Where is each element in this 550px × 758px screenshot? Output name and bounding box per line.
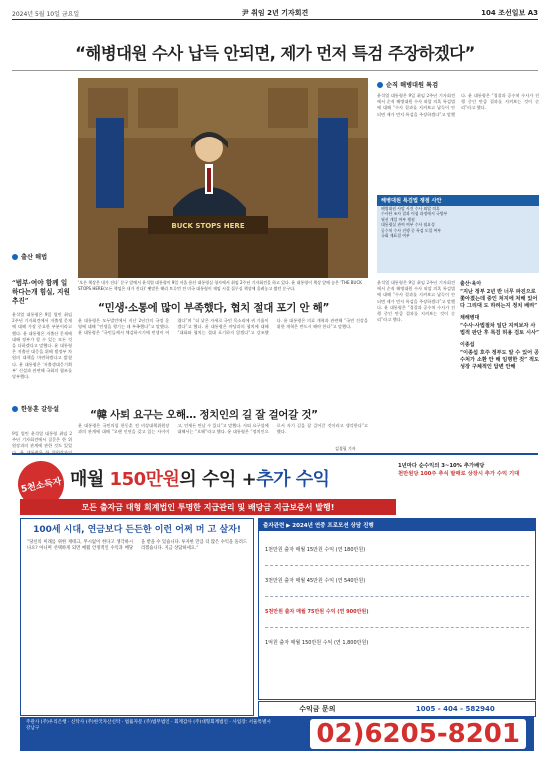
ad-contact-bar xyxy=(20,717,534,751)
sidebar-row: 대통령실 관여 여부 수사 필요성 xyxy=(381,222,435,228)
ad-left-title: 100세 시대, 연금보다 든든한 이런 어쩌 머 고 살자! xyxy=(21,519,253,536)
ad-right-box xyxy=(258,518,536,700)
section-birth-care: 출산·육아 xyxy=(460,281,482,287)
quote-birth: “범부·여야 함께 일하다는개 힘실, 지원 추진” xyxy=(12,279,70,305)
main-headline: “해병대원 수사 납득 안되면, 제가 먼저 특검 주장하겠다” xyxy=(75,44,475,63)
issue-date: 2024년 5월 10일 금요일 xyxy=(12,11,80,18)
ad-row: 1억원 출자 매월 150만원 수익 (연 1,800만원) xyxy=(265,640,369,646)
ad-account-bar xyxy=(258,701,536,717)
sidebar-title: 해병대원 특검법 쟁점 사안 xyxy=(377,195,539,206)
ad-contact-text: 주관사 (주)우리은행 · 신탁사 (주)한국자산신탁 · 법률자문 (주)법무법인 · 회계감사 (주)대형회계법인 · 사업장: 서울특별시 강남구 xyxy=(26,720,271,731)
issue-sidebar xyxy=(377,195,539,273)
section-marine-special xyxy=(377,80,539,89)
left-column xyxy=(12,252,72,479)
ad-row: 3천만원 출자 매월 45만원 수익 (연 540만원) xyxy=(265,566,529,597)
sidebar-row: 해병대원 사망 사건 수사 외압 의혹 xyxy=(381,206,440,211)
section-lee: 이종섭 xyxy=(460,342,475,348)
sidebar-row: 수사단 조사 결과 이첩 과정에서 국방부 xyxy=(381,211,448,217)
photo-caption: ‘오른 책상은 내가 진다’ 문구 앞에서 윤석열 대통령이 9일 서울 용산 대통령실 청사에서 취임 2주년 기자회견을 하고 있다. 윤 대통령이 책상 앞에 놓은 ‘THE BUCK STOPS HERE(모든 책임은 내가 진다)’ 팻말은 해리 트루먼 전 미국 대통령이 재임 시절 집무실 책상에 올려놓고 썼던 문구다. xyxy=(78,280,362,291)
article-text-center2: 윤 대통령은 국민의힘 한동훈 전 비상대책위원장과의 관계에 대해 “오랜 인연을 갖고 있는 사이이고, 언제든 만날 수 있다”고 말했다. 사퇴 요구설에 대해서는 “오해”라고 했다. 윤 대통령은 “정치인으로서 자기 길을 잘 걸어갈 것이라고 생각한다”고 했다. xyxy=(78,423,368,435)
quote-c: “이종섭 호주 정부도 알 수 있어 공수처가 소환 안 해 임명한 것” 적도 성장 구체적인 답변 안해 xyxy=(460,350,539,370)
ad-headline-part: 의 수익 + xyxy=(179,469,257,490)
quote-a: “지난 정부 2년 반 너무 파진으로 쫓아졌는데 중인 처지에 처해 있어 다 그리대 도 하려는지 정치 배려” xyxy=(460,289,538,309)
divider xyxy=(12,70,538,71)
bullet-icon xyxy=(12,406,18,412)
advertisement[interactable] xyxy=(12,453,538,755)
page-header xyxy=(12,6,538,20)
ad-left-text: “당신의 미래를 위한 재테크, 무시없이 한다고 생각하시나요? 아니며 선택하게 되면 매월 안정적인 수익과 배당을 받을 수 있습니다. 투자한 만큼 더 많은 수익을 돌려드리겠습니다. 지금 상담하세요.” xyxy=(27,540,247,552)
ad-side-info xyxy=(398,463,534,478)
article-text-right: 윤석열 대통령은 9일 취임 2주년 기자회견에서 순직 해병대원 수사 외압 의혹 특검법에 대해 “수사 결과를 지켜보고 납득이 안 되면 제가 먼저 특검을 주장하겠다”고 말했다. 윤 대통령은 “경찰과 공수처 수사가 진행 중인 만큼 결과를 지켜보는 것이 순리”라고 했다. xyxy=(377,280,455,323)
section-title: 尹 취임 2년 기자회견 xyxy=(241,9,309,17)
ad-amount: 150만원 xyxy=(109,469,180,490)
ad-row: 5천만원 출자 매월 75만원 수익 (연 900만원) xyxy=(265,597,529,628)
article-text-center: 윤 대통령은 모두발언에서 지난 2년간의 국정 운영에 대해 “민생을 챙기는 데 부족했다”고 말했다. 윤 대통령은 “국민들께서 체감하시기에 민생이 어렵다”며 “더 낮은 자세로 국민 목소리에 귀 기울이겠다”고 했다. 윤 대통령은 야당과의 협치에 대해 “대화와 협치는 절대 포기하지 않겠다”고 강조했다. 윤 대통령은 의료 개혁과 관련해 “국민 건강을 위한 개혁은 반드시 해야 한다”고 말했다. xyxy=(78,318,368,336)
ad-headline xyxy=(70,465,330,491)
ad-left-box xyxy=(20,518,254,716)
subhead-livelihood: “민생·소통에 많이 부족했다, 협치 절대 포기 안 해” xyxy=(98,302,330,314)
section-label: 출산 해법 xyxy=(21,254,48,261)
section-label: 한동훈 갈등설 xyxy=(21,406,60,413)
sidebar-row: 윗선 개입 여부 쟁점 xyxy=(381,216,415,222)
ad-guarantee-bar: 모든 출자금 대형 회계법인 투명한 지급관리 및 배당금 지급보증서 발행! xyxy=(20,499,396,515)
quote-b: “수사·사법절차 일단 지켜보자 사법적 판단 후 특검 허용 검토 시사” xyxy=(460,323,539,336)
ad-side-line: 천만원당 100주 추식 발매로 상장시 추가 수익 기대 xyxy=(398,470,520,477)
article-text: 9일 열린 윤석열 대통령 취임 2주년 기자회견에서 질문은 한 위원장과의 관계에 관한 것도 있었 xyxy=(12,431,72,449)
ad-extra: 추가 수익 xyxy=(256,469,330,490)
article-text: 윤석열 대통령은 9일 열린 취임 2주년 기자회견에서 저출생 문제에 대해 가장 중요한 부분이라고 했다. 윤 대통령은 저출산 문제에 대해 정부가 할 수 있는 모든 것을 다하겠다고 말했다. 윤 대통령은 저출산 대응을 위해 범정부 차원의 대책을 마련하겠다고 밝혔다. 윤 대통령은 ‘저출생대응기획부’ 신설과 관련해 국회의 협조를 당부했다. xyxy=(12,312,72,380)
sidebar-row: 공수처 수사 진행 중 특검 도입 여부 xyxy=(381,227,442,233)
section-han-conflict xyxy=(12,404,72,413)
subhead-han: “韓 사퇴 요구는 오해… 정치인의 길 잘 걸어갈 것” xyxy=(90,409,318,421)
bullet-icon xyxy=(12,254,18,260)
right-column xyxy=(377,80,539,175)
article-text: 윤석열 대통령은 9일 취임 2주년 기자회견에서 순직 해병대원 수사 외압 의혹 특검법에 대해 “수사 결과를 지켜보고 납득이 안 되면 제가 먼저 특검을 주장하겠다”고 말했다. 윤 대통령은 “경찰과 공수처 수사가 진행 중인 만큼 결과를 지켜보는 것이 순리”라고 했다. xyxy=(377,93,539,117)
section-label: 순직 해병대원 특검 xyxy=(386,82,439,89)
ad-phone-number[interactable]: 02)6205-8201 xyxy=(310,719,526,749)
byline: 김경필 기자 xyxy=(335,446,356,451)
ad-side-line: 1년마다 순수익의 3~10% 추가배당 xyxy=(398,463,485,469)
section-birth xyxy=(12,252,72,261)
ad-right-header: 출자관련 ▶ 2024년 연중 프로모션 상담 진행 xyxy=(259,519,535,531)
ad-headline-part: 매월 xyxy=(70,469,110,490)
ad-account-number: 1005 - 404 - 582940 xyxy=(415,705,495,713)
ad-row: 1천만원 출자 매월 15만원 수익 (연 180만원) xyxy=(265,535,529,566)
page-number: 104 조선일보 A3 xyxy=(481,9,538,17)
ad-rows xyxy=(259,531,535,662)
ad-account-label: 수익금 문의 xyxy=(299,705,336,713)
press-conference-photo xyxy=(78,78,368,278)
bullet-icon xyxy=(377,82,383,88)
ad-badge: 5천소득자 xyxy=(14,457,69,512)
sidebar-row: 국회 재표결 여부 xyxy=(381,233,410,239)
section-marine: 채해병대 xyxy=(460,315,480,321)
photo-sign-text: BUCK STOPS HERE xyxy=(171,222,245,230)
right-quotes xyxy=(460,280,540,371)
